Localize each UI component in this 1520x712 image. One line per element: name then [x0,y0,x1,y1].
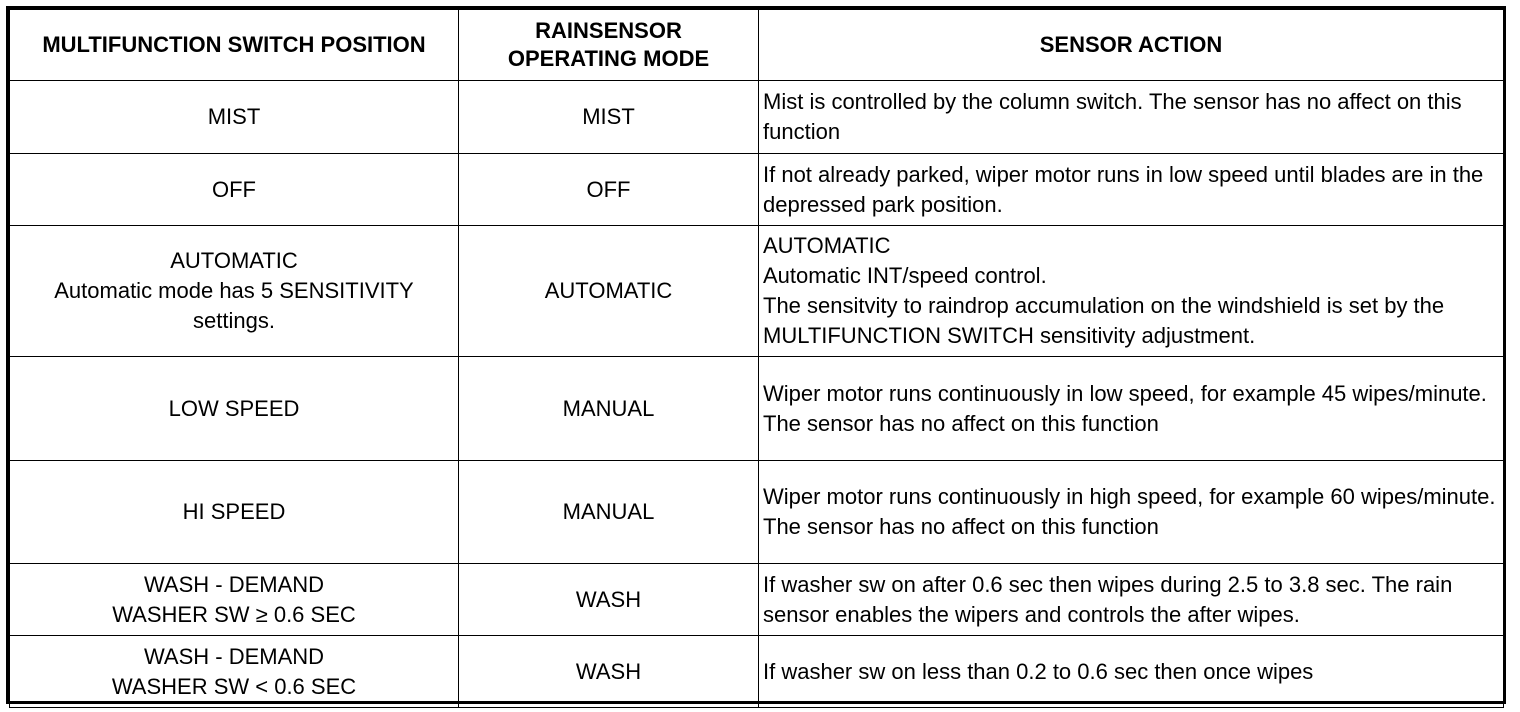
table-row [10,461,1504,564]
wiper-sensor-table-frame [6,6,1506,704]
operating-mode-cell: WASH [459,636,759,708]
sensor-action-cell: If washer sw on after 0.6 sec then wipes during 2.5 to 3.8 sec. The rain sensor enables the wipers and controls the after wipes. [759,564,1504,636]
switch-position-cell: LOW SPEED [10,357,459,461]
operating-mode-cell: WASH [459,564,759,636]
sensor-action-cell: If washer sw on less than 0.2 to 0.6 sec then once wipes [759,636,1504,708]
header-operating-mode: RAINSENSOR OPERATING MODE [459,10,759,81]
operating-mode-cell: OFF [459,154,759,226]
sensor-action-cell: Mist is controlled by the column switch. The sensor has no affect on this function [759,81,1504,154]
operating-mode-cell: MANUAL [459,461,759,564]
switch-position-cell: WASH - DEMAND WASHER SW ≥ 0.6 SEC [10,564,459,636]
table-row [10,81,1504,154]
sensor-action-cell: If not already parked, wiper motor runs in low speed until blades are in the depressed park position. [759,154,1504,226]
header-sensor-action: SENSOR ACTION [759,10,1504,81]
header-row [10,10,1504,81]
sensor-action-cell: Wiper motor runs continuously in low speed, for example 45 wipes/minute. The sensor has no affect on this function [759,357,1504,461]
table-row [10,564,1504,636]
header-switch-position: MULTIFUNCTION SWITCH POSITION [10,10,459,81]
operating-mode-cell: MANUAL [459,357,759,461]
table-row [10,636,1504,708]
operating-mode-cell: AUTOMATIC [459,226,759,357]
table-row [10,357,1504,461]
sensor-action-cell: AUTOMATIC Automatic INT/speed control. The sensitvity to raindrop accumulation on the windshield is set by the MULTIFUNCTION SWITCH sensitivity adjustment. [759,226,1504,357]
switch-position-cell: MIST [10,81,459,154]
operating-mode-cell: MIST [459,81,759,154]
switch-position-cell: WASH - DEMAND WASHER SW < 0.6 SEC [10,636,459,708]
switch-position-cell: AUTOMATIC Automatic mode has 5 SENSITIVITY settings. [10,226,459,357]
switch-position-cell: OFF [10,154,459,226]
switch-position-cell: HI SPEED [10,461,459,564]
table-row [10,154,1504,226]
wiper-sensor-table [9,9,1504,708]
sensor-action-cell: Wiper motor runs continuously in high speed, for example 60 wipes/minute. The sensor has no affect on this function [759,461,1504,564]
table-row [10,226,1504,357]
